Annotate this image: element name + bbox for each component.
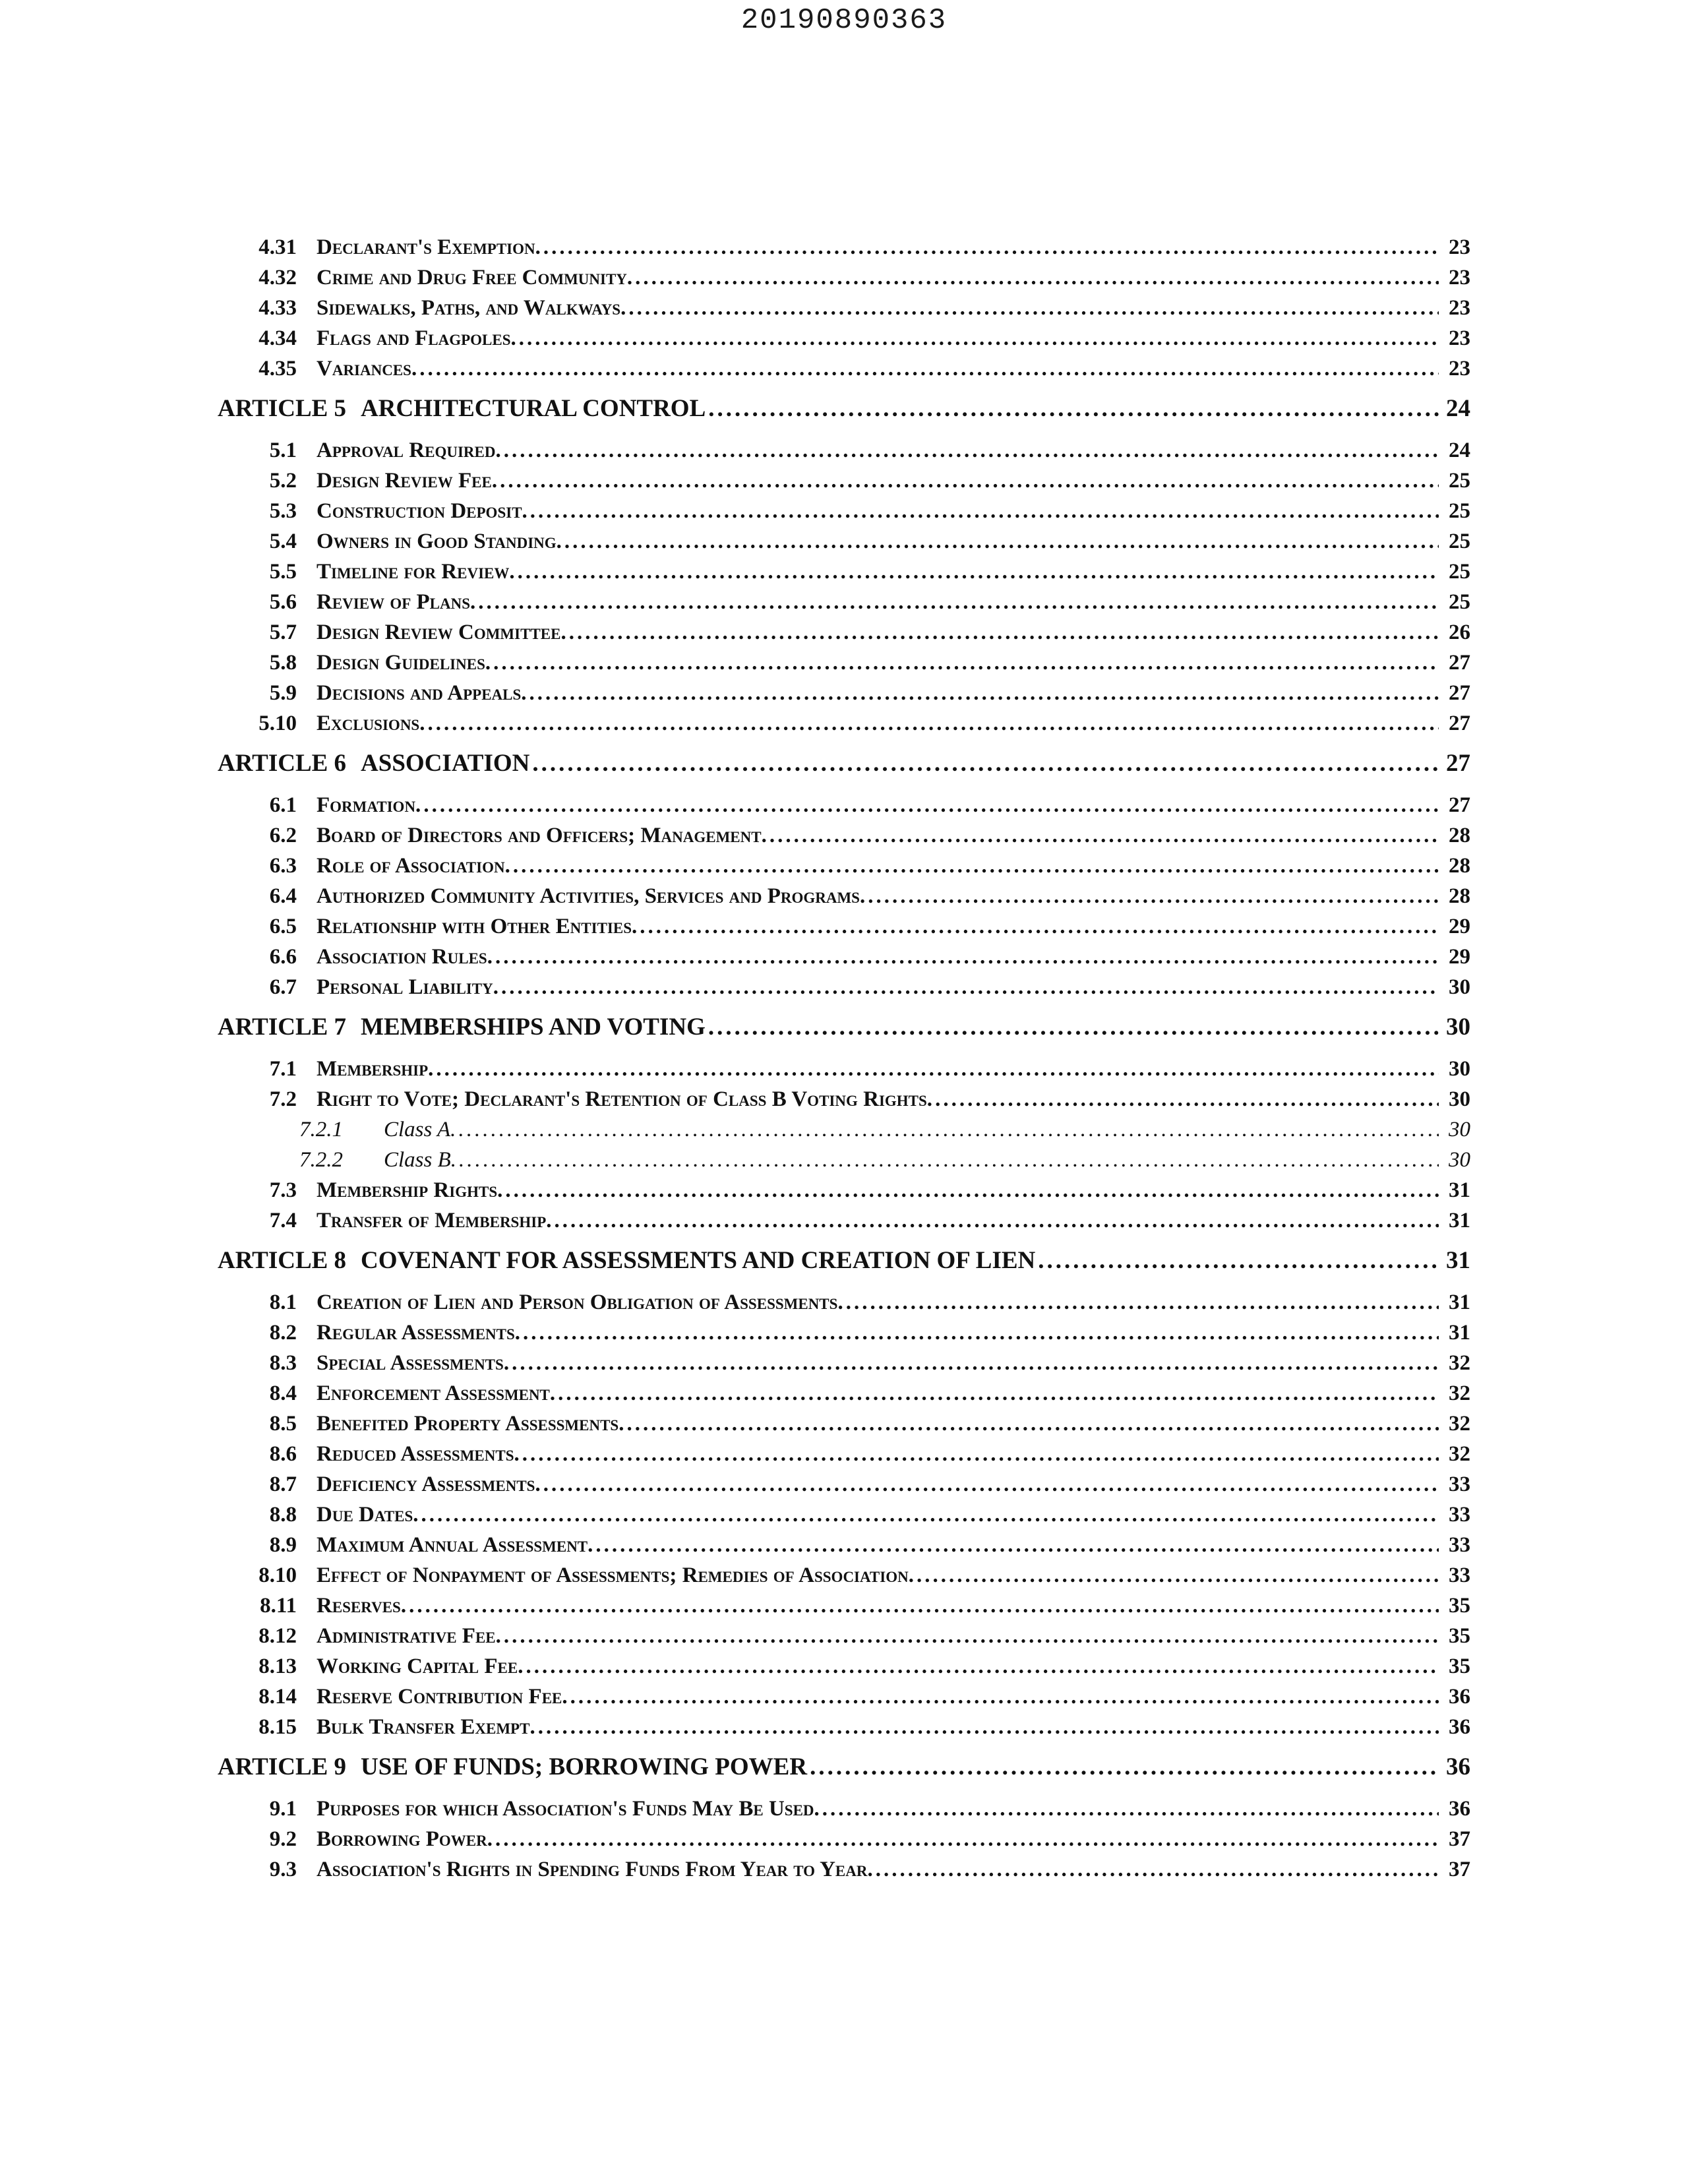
dot-leader [458,1114,1439,1145]
toc-entry-number: 7.1 [269,1057,297,1081]
toc-entry-title: Reduced Assessments. [316,1442,520,1466]
toc-entry-title: Personal Liability. [316,975,498,999]
dot-leader [493,648,1439,678]
toc-entry-title: Purposes for which Association's Funds May Be Used. [316,1797,820,1821]
dot-leader [708,1010,1439,1045]
dot-leader [635,262,1439,293]
toc-page-number: 27 [1449,712,1470,735]
toc-page-number: 26 [1449,621,1470,644]
toc-entry-number: 7.2.2 [299,1148,343,1172]
toc-section-row [218,1348,1470,1378]
toc-entry-title: Deficiency Assessments. [316,1472,541,1496]
toc-page-number: 30 [1449,1087,1470,1111]
dot-leader [538,1712,1439,1742]
toc-entry-number: 9.1 [269,1797,297,1821]
dot-leader [570,1682,1439,1712]
dot-leader [532,746,1439,781]
toc-section-row [218,678,1470,708]
toc-entry-title: Membership. [316,1057,434,1081]
toc-entry-title: Class A. [384,1118,456,1141]
toc-entry-title: Bulk Transfer Exempt. [316,1715,535,1739]
dot-leader [504,1621,1439,1651]
toc-section-row [218,1530,1470,1560]
toc-entry-title: Variances. [316,357,417,380]
dot-leader [427,708,1439,739]
toc-entry-number: 6.2 [269,824,297,847]
dot-leader [628,293,1439,323]
toc-page-number: 28 [1449,854,1470,878]
dot-leader [876,1854,1439,1885]
toc-page-number: 37 [1449,1858,1470,1881]
toc-entry-number: 9.3 [269,1858,297,1881]
toc-section-row [218,1651,1470,1682]
toc-entry-title: Administrative Fee. [316,1624,501,1648]
toc-entry-title: ARCHITECTURAL CONTROL [361,395,706,422]
dot-leader [421,1500,1439,1530]
toc-section-row [218,1824,1470,1854]
dot-leader [523,1318,1439,1348]
toc-section-row [218,1318,1470,1348]
toc-section-row [218,881,1470,911]
dot-leader [640,911,1439,942]
dot-leader [529,678,1439,708]
toc-page-number: 31 [1449,1209,1470,1232]
toc-entry-number: 6.1 [269,793,297,817]
toc-entry-number: 8.2 [269,1321,297,1345]
toc-page-number: 36 [1449,1797,1470,1821]
toc-entry-title: Membership Rights. [316,1178,503,1202]
toc-entry-number: 8.10 [258,1563,297,1587]
toc-entry-number: 8.6 [269,1442,297,1466]
dot-leader [500,466,1439,496]
dot-leader [530,496,1439,526]
toc-entry-title: Approval Required. [316,439,501,462]
toc-section-row [218,942,1470,972]
toc-section-row [218,353,1470,384]
toc-entry-title: Authorized Community Activities, Services and Programs. [316,884,866,908]
dot-leader [478,587,1439,617]
dot-leader [513,851,1439,881]
toc-page-number: 29 [1449,945,1470,969]
toc-section-row [218,1378,1470,1409]
toc-entry-title: Association's Rights in Spending Funds From Year to Year. [316,1858,873,1881]
dot-leader [409,1591,1439,1621]
toc-section-row [218,1054,1470,1084]
toc-page-number: 33 [1449,1503,1470,1527]
toc-subsection-row [218,1145,1470,1175]
toc-page-number: 25 [1449,560,1470,584]
dot-leader [769,820,1439,851]
toc-page-number: 36 [1446,1753,1470,1780]
toc-entry-title: Exclusions. [316,712,425,735]
toc-entry-number: 5.4 [269,530,297,553]
toc-page-number: 32 [1449,1381,1470,1405]
toc-page-number: 37 [1449,1827,1470,1851]
toc-entry-number: 5.2 [269,469,297,493]
toc-entry-title: Timeline for Review. [316,560,515,584]
toc-entry-title: ASSOCIATION [361,750,530,777]
toc-entry-number: ARTICLE 6 [218,750,347,777]
dot-leader [423,790,1439,820]
toc-section-row [218,790,1470,820]
toc-entry-title: Reserves. [316,1594,407,1618]
toc-page-number: 36 [1449,1685,1470,1709]
table-of-contents [218,232,1470,1885]
toc-page-number: 30 [1449,975,1470,999]
toc-section-row [218,587,1470,617]
dot-leader [495,1824,1439,1854]
toc-section-row [218,708,1470,739]
toc-page-number: 23 [1449,235,1470,259]
toc-section-row [218,1854,1470,1885]
toc-entry-title: COVENANT FOR ASSESSMENTS AND CREATION OF LIEN [361,1247,1036,1274]
toc-entry-number: 4.32 [258,266,297,289]
toc-section-row [218,851,1470,881]
toc-entry-title: USE OF FUNDS; BORROWING POWER [361,1753,808,1780]
toc-entry-title: Design Review Committee. [316,621,566,644]
toc-entry-title: Association Rules. [316,945,493,969]
toc-entry-number: 8.4 [269,1381,297,1405]
toc-entry-title: Special Assessments. [316,1351,510,1375]
toc-entry-number: 5.10 [258,712,297,735]
toc-section-row [218,1409,1470,1439]
toc-article-row [218,1244,1470,1278]
dot-leader [543,1469,1439,1500]
toc-page-number: 31 [1446,1247,1470,1274]
toc-entry-number: ARTICLE 5 [218,395,347,422]
toc-section-row [218,1794,1470,1824]
toc-section-row [218,323,1470,353]
toc-section-row [218,466,1470,496]
toc-section-row [218,648,1470,678]
toc-entry-number: ARTICLE 8 [218,1247,347,1274]
toc-entry-title: Declarant's Exemption. [316,235,541,259]
toc-entry-title: Reserve Contribution Fee. [316,1685,568,1709]
dot-leader [569,617,1439,648]
toc-page-number: 31 [1449,1321,1470,1345]
toc-entry-title: Crime and Drug Free Community. [316,266,633,289]
dot-leader [501,972,1439,1002]
toc-page-number: 27 [1449,681,1470,705]
toc-entry-number: 7.2 [269,1087,297,1111]
toc-entry-title: Design Review Fee. [316,469,498,493]
toc-section-row [218,820,1470,851]
dot-leader [543,232,1439,262]
toc-entry-title: Right to Vote; Declarant's Retention of Class B Voting Rights. [316,1087,933,1111]
toc-entry-number: 4.35 [258,357,297,380]
toc-entry-number: 5.5 [269,560,297,584]
toc-section-row [218,1500,1470,1530]
toc-page-number: 28 [1449,884,1470,908]
dot-leader [526,1651,1439,1682]
toc-section-row [218,911,1470,942]
toc-section-row [218,496,1470,526]
toc-entry-number: 4.31 [258,235,297,259]
toc-page-number: 30 [1449,1148,1470,1172]
toc-entry-number: 8.14 [258,1685,297,1709]
dot-leader [558,1378,1439,1409]
dot-leader [810,1750,1439,1784]
toc-entry-number: 6.7 [269,975,297,999]
dot-leader [436,1054,1439,1084]
toc-section-row [218,1287,1470,1318]
toc-section-row [218,617,1470,648]
toc-entry-title: Design Guidelines. [316,651,491,675]
toc-entry-title: Effect of Nonpayment of Assessments; Remedies of Association. [316,1563,914,1587]
toc-page-number: 31 [1449,1178,1470,1202]
toc-entry-number: 6.3 [269,854,297,878]
toc-entry-title: Flags and Flagpoles. [316,326,516,350]
toc-section-row [218,1591,1470,1621]
toc-entry-title: Construction Deposit. [316,499,528,523]
toc-entry-number: 4.34 [258,326,297,350]
toc-section-row [218,1682,1470,1712]
toc-entry-number: 7.2.1 [299,1118,343,1141]
toc-page-number: 27 [1449,793,1470,817]
toc-entry-title: Formation. [316,793,421,817]
toc-entry-number: 8.5 [269,1412,297,1436]
dot-leader [868,881,1439,911]
toc-section-row [218,526,1470,557]
toc-entry-number: 8.3 [269,1351,297,1375]
toc-entry-title: Transfer of Membership. [316,1209,552,1232]
toc-entry-title: Decisions and Appeals. [316,681,527,705]
toc-entry-number: 5.3 [269,499,297,523]
toc-entry-title: Benefited Property Assessments. [316,1412,624,1436]
toc-subsection-row [218,1114,1470,1145]
toc-entry-number: 8.15 [258,1715,297,1739]
toc-entry-title: Owners in Good Standing. [316,530,562,553]
toc-page-number: 30 [1449,1118,1470,1141]
toc-page-number: 32 [1449,1351,1470,1375]
toc-entry-title: Relationship with Other Entities. [316,915,638,938]
toc-article-row [218,1750,1470,1784]
toc-section-row [218,232,1470,262]
toc-page-number: 31 [1449,1290,1470,1314]
toc-page-number: 35 [1449,1594,1470,1618]
toc-entry-title: Regular Assessments. [316,1321,521,1345]
toc-page-number: 23 [1449,266,1470,289]
toc-entry-number: 6.6 [269,945,297,969]
dot-leader [917,1560,1439,1591]
toc-entry-title: Working Capital Fee. [316,1654,524,1678]
toc-section-row [218,1084,1470,1114]
toc-entry-number: 5.6 [269,590,297,614]
toc-page-number: 33 [1449,1472,1470,1496]
toc-entry-title: Creation of Lien and Person Obligation of Assessments. [316,1290,843,1314]
toc-entry-title: Due Dates. [316,1503,419,1527]
dot-leader [935,1084,1439,1114]
toc-page-number: 25 [1449,530,1470,553]
toc-entry-number: 7.4 [269,1209,297,1232]
toc-section-row [218,435,1470,466]
toc-entry-title: Class B. [384,1148,457,1172]
toc-entry-number: 9.2 [269,1827,297,1851]
toc-entry-number: 5.8 [269,651,297,675]
dot-leader [846,1287,1439,1318]
toc-page-number: 35 [1449,1624,1470,1648]
toc-entry-number: 5.7 [269,621,297,644]
toc-page-number: 32 [1449,1442,1470,1466]
dot-leader [555,1205,1439,1236]
toc-entry-number: 8.8 [269,1503,297,1527]
toc-entry-number: 8.11 [260,1594,297,1618]
toc-entry-number: 7.3 [269,1178,297,1202]
toc-section-row [218,1560,1470,1591]
toc-entry-title: Role of Association. [316,854,510,878]
dot-leader [595,1530,1439,1560]
toc-page-number: 25 [1449,469,1470,493]
document-number: 20190890363 [740,4,948,37]
dot-leader [626,1409,1439,1439]
toc-section-row [218,1712,1470,1742]
toc-article-row [218,1010,1470,1045]
dot-leader [459,1145,1439,1175]
dot-leader [1038,1244,1439,1278]
toc-entry-title: MEMBERSHIPS AND VOTING [361,1014,706,1041]
toc-entry-number: 8.13 [258,1654,297,1678]
toc-entry-number: 4.33 [258,296,297,320]
toc-entry-number: 8.9 [269,1533,297,1557]
toc-section-row [218,972,1470,1002]
dot-leader [708,392,1439,426]
toc-page-number: 35 [1449,1654,1470,1678]
toc-section-row [218,1205,1470,1236]
toc-page-number: 27 [1449,651,1470,675]
dot-leader [564,526,1439,557]
dot-leader [495,942,1439,972]
dot-leader [519,323,1439,353]
toc-page-number: 23 [1449,326,1470,350]
toc-entry-number: 6.5 [269,915,297,938]
dot-leader [512,1348,1439,1378]
toc-entry-title: Borrowing Power. [316,1827,493,1851]
toc-entry-number: 5.1 [269,439,297,462]
toc-page-number: 24 [1449,439,1470,462]
dot-leader [504,435,1439,466]
toc-section-row [218,1469,1470,1500]
dot-leader [522,1439,1439,1469]
toc-entry-number: 8.12 [258,1624,297,1648]
toc-entry-number: 5.9 [269,681,297,705]
toc-page-number: 29 [1449,915,1470,938]
toc-page-number: 23 [1449,357,1470,380]
toc-entry-number: 6.4 [269,884,297,908]
toc-entry-title: Board of Directors and Officers; Management. [316,824,767,847]
toc-entry-title: Sidewalks, Paths, and Walkways. [316,296,626,320]
toc-entry-title: Review of Plans. [316,590,476,614]
toc-article-row [218,746,1470,781]
toc-section-row [218,1621,1470,1651]
toc-entry-number: 8.7 [269,1472,297,1496]
toc-section-row [218,557,1470,587]
toc-entry-number: ARTICLE 9 [218,1753,347,1780]
toc-page-number: 25 [1449,590,1470,614]
dot-leader [518,557,1439,587]
toc-entry-number: 8.1 [269,1290,297,1314]
toc-page-number: 24 [1446,395,1470,422]
toc-page-number: 27 [1446,750,1470,777]
toc-page-number: 28 [1449,824,1470,847]
toc-section-row [218,1439,1470,1469]
toc-section-row [218,293,1470,323]
dot-leader [419,353,1439,384]
toc-page-number: 30 [1449,1057,1470,1081]
toc-entry-title: Maximum Annual Assessment. [316,1533,593,1557]
dot-leader [822,1794,1439,1824]
toc-page-number: 25 [1449,499,1470,523]
toc-page-number: 36 [1449,1715,1470,1739]
dot-leader [505,1175,1439,1205]
toc-page-number: 32 [1449,1412,1470,1436]
toc-page-number: 23 [1449,296,1470,320]
toc-article-row [218,392,1470,426]
toc-entry-number: ARTICLE 7 [218,1014,347,1041]
toc-entry-title: Enforcement Assessment. [316,1381,556,1405]
toc-page-number: 33 [1449,1533,1470,1557]
toc-page-number: 30 [1446,1014,1470,1041]
toc-page-number: 33 [1449,1563,1470,1587]
toc-section-row [218,262,1470,293]
toc-section-row [218,1175,1470,1205]
